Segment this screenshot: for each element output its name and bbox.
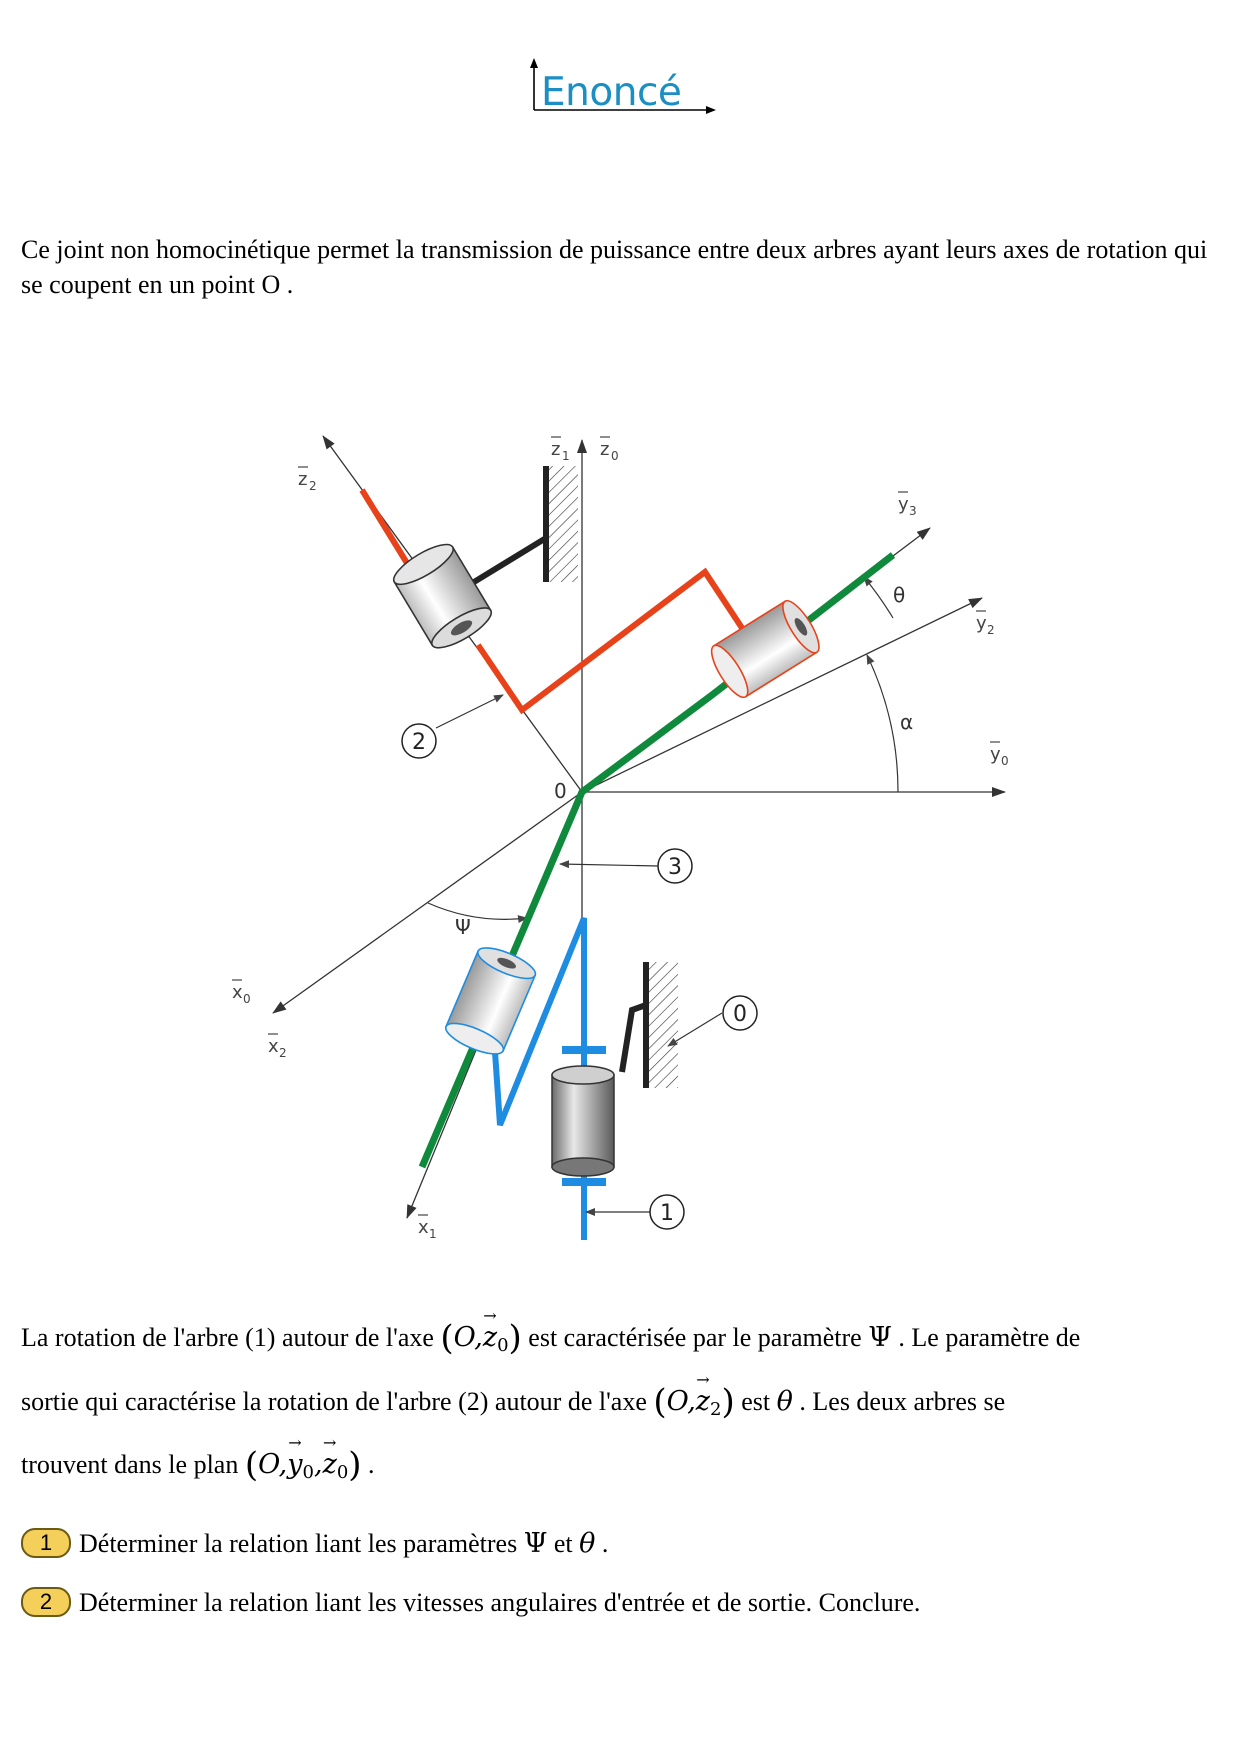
svg-text:1: 1 (429, 1227, 437, 1241)
part-label-1: 1 (660, 1201, 674, 1226)
svg-text:x: x (418, 1217, 429, 1238)
svg-text:y: y (976, 613, 987, 634)
label-y3 (898, 492, 917, 518)
label-x2 (268, 1034, 287, 1060)
psi-arc (428, 903, 527, 919)
svg-text:x: x (232, 982, 243, 1003)
ground-top (474, 466, 578, 582)
svg-text:z: z (551, 439, 561, 460)
description-line-1: La rotation de l'arbre (1) autour de l'axe $(O,\to z_0)$ est caractérisée par le paramètre Ψ . Le paramètre de (21, 1318, 1080, 1358)
bottom-left-cylinder (442, 942, 539, 1060)
alpha-arc (867, 655, 898, 792)
svg-text:2: 2 (309, 479, 317, 493)
origin-label: 0 (554, 779, 567, 803)
svg-text:z: z (298, 469, 308, 490)
question-2-badge: 2 (21, 1587, 71, 1617)
svg-text:2: 2 (279, 1046, 287, 1060)
svg-text:y: y (990, 744, 1001, 765)
svg-text:3: 3 (909, 504, 917, 518)
part-label-3: 3 (668, 855, 682, 880)
svg-text:2: 2 (987, 623, 995, 637)
ground-bottom (622, 962, 678, 1088)
svg-text:0: 0 (1001, 754, 1009, 768)
svg-text:0: 0 (611, 449, 619, 463)
description-line-3: trouvent dans le plan $(O,\to y_0,\to z_0)$ . (21, 1445, 375, 1485)
svg-text:y: y (898, 494, 909, 515)
theta-arc (864, 577, 893, 618)
question-1-badge: 1 (21, 1528, 71, 1558)
label-z2 (298, 467, 317, 493)
description-line-2: sortie qui caractérise la rotation de l'arbre (2) autour de l'axe $(O,\to z_2)$ est θ . Les deux arbres se (21, 1382, 1005, 1422)
question-2: 2 Déterminer la relation liant les vitesses angulaires d'entrée et de sortie. Conclure. (21, 1587, 920, 1618)
psi-label: Ψ (455, 915, 471, 939)
svg-text:0: 0 (243, 992, 251, 1006)
part-label-2: 2 (412, 730, 426, 755)
label-y2 (976, 611, 995, 637)
svg-text:z: z (600, 439, 610, 460)
question-1: 1 Déterminer la relation liant les paramètres Ψ et θ . (21, 1528, 608, 1559)
reference-axes (273, 436, 1005, 1240)
label-z1 (551, 437, 570, 463)
theta-label: θ (893, 583, 906, 607)
alpha-label: α (900, 710, 914, 734)
part-label-0: 0 (733, 1002, 747, 1027)
label-z0 (600, 437, 619, 463)
svg-text:x: x (268, 1036, 279, 1057)
svg-text:1: 1 (562, 449, 570, 463)
label-x0 (232, 980, 251, 1006)
title-text: Enoncé (541, 70, 682, 115)
label-y0 (990, 742, 1009, 768)
bottom-bearing (552, 1066, 614, 1176)
intro-paragraph: Ce joint non homocinétique permet la transmission de puissance entre deux arbres ayant leurs axes de rotation qui se coupent en un point O . (21, 235, 1208, 299)
label-x1 (418, 1215, 437, 1241)
